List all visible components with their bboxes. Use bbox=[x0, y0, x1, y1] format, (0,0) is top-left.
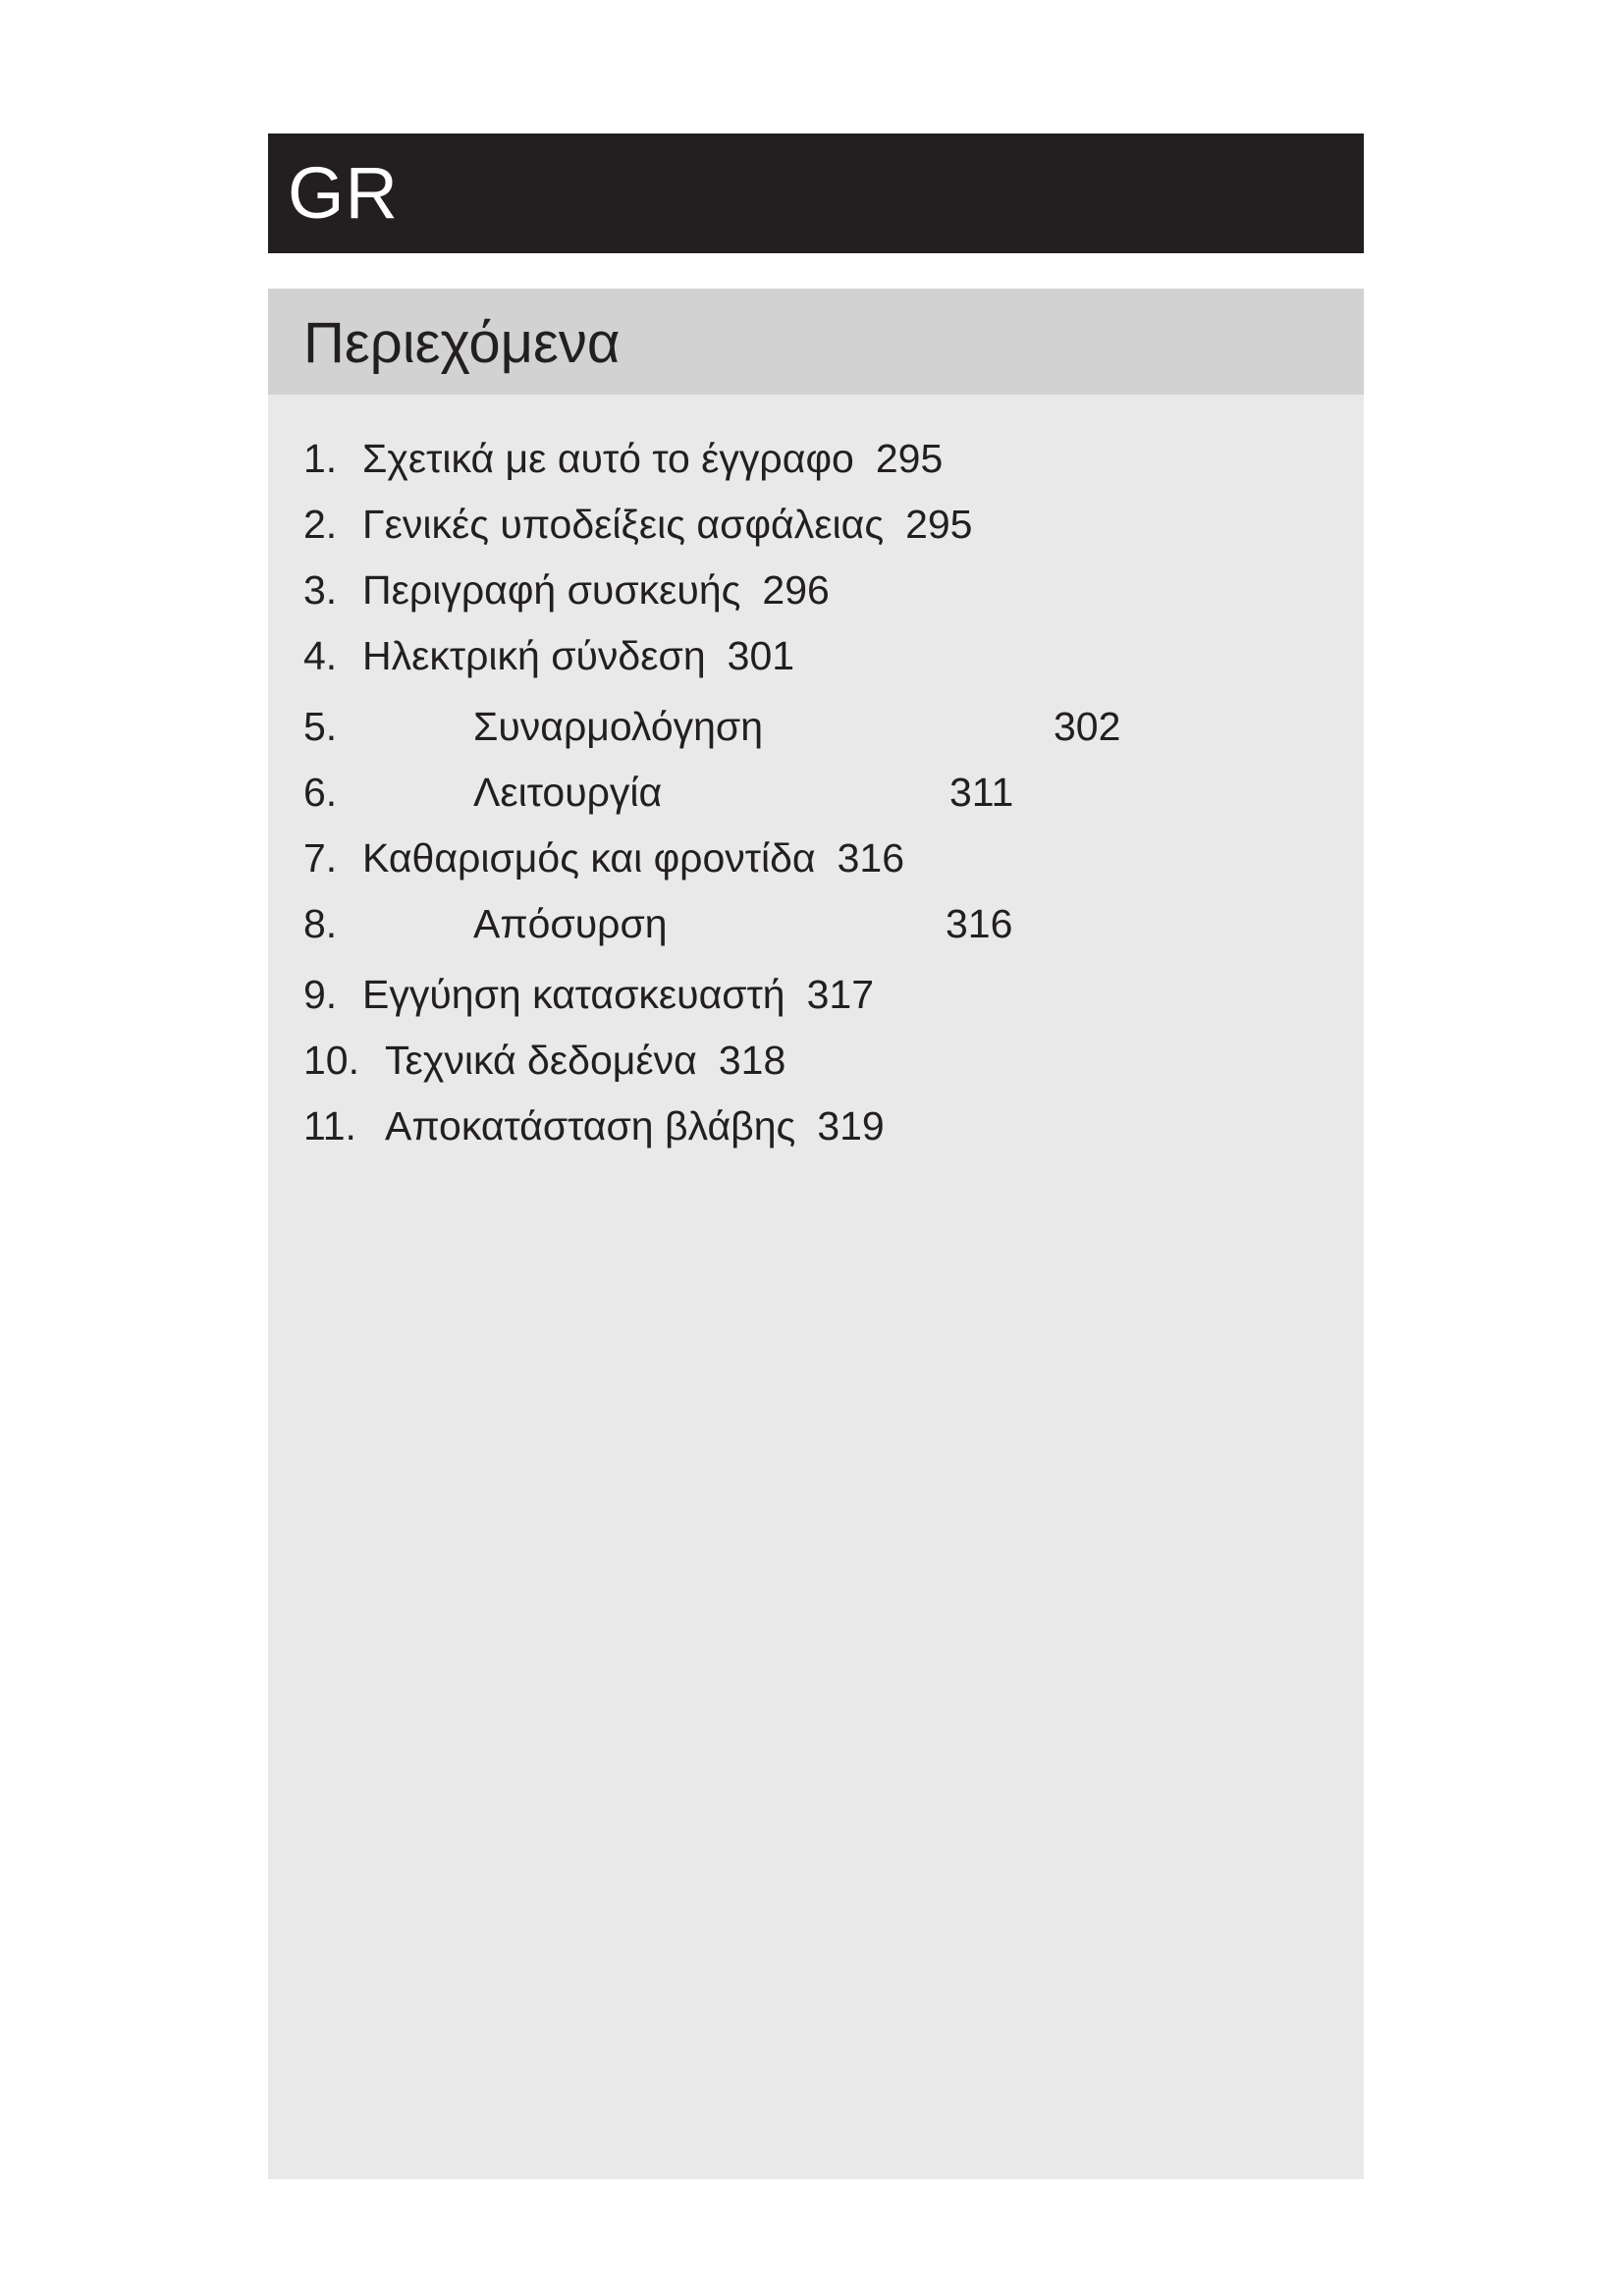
toc-title: Περιεχόμενα bbox=[303, 311, 621, 375]
toc-entry[interactable] bbox=[303, 826, 1344, 891]
toc-entry-page: 311 bbox=[949, 770, 1014, 815]
language-header-bar bbox=[268, 133, 1364, 253]
toc-entry-label: Σχετικά με αυτό το έγγραφο bbox=[362, 436, 854, 481]
toc-entry-page: 319 bbox=[817, 1103, 885, 1148]
toc-entry-page: 296 bbox=[762, 567, 830, 613]
toc-entry-number: 7. bbox=[303, 835, 338, 881]
toc-entry-number: 9. bbox=[303, 972, 338, 1017]
toc-entry[interactable] bbox=[303, 623, 1344, 689]
toc-entry[interactable] bbox=[303, 492, 1344, 558]
toc-entry[interactable] bbox=[303, 426, 1344, 492]
table-of-contents-panel bbox=[268, 289, 1364, 2179]
toc-entry-page: 318 bbox=[718, 1038, 786, 1083]
toc-entry-number: 8. bbox=[303, 901, 338, 946]
toc-entry-page: 295 bbox=[905, 502, 973, 547]
toc-entry-number: 5. bbox=[303, 704, 338, 749]
toc-entry-label: Ηλεκτρική σύνδεση bbox=[362, 633, 706, 678]
toc-entry-label: Περιγραφή συσκευής bbox=[362, 567, 741, 613]
toc-entry-number: 10. bbox=[303, 1038, 359, 1083]
toc-entry-number: 2. bbox=[303, 502, 338, 547]
toc-entry[interactable] bbox=[303, 962, 1344, 1028]
toc-entry-number: 1. bbox=[303, 436, 338, 481]
toc-entry-label: Τεχνικά δεδομένα bbox=[385, 1038, 697, 1083]
toc-entry-number: 3. bbox=[303, 567, 338, 613]
toc-entry-page: 316 bbox=[837, 835, 905, 881]
toc-entry-label: Αποκατάσταση βλάβης bbox=[385, 1103, 796, 1148]
toc-entry[interactable] bbox=[303, 891, 1344, 957]
toc-entry-label: Γενικές υποδείξεις ασφάλειας bbox=[362, 502, 885, 547]
toc-entry-label: Απόσυρση bbox=[473, 901, 668, 946]
toc-entry-page: 295 bbox=[875, 436, 944, 481]
toc-entry[interactable] bbox=[303, 694, 1344, 760]
toc-entry-page: 301 bbox=[727, 633, 795, 678]
toc-entry[interactable] bbox=[303, 558, 1344, 623]
toc-header bbox=[268, 289, 1364, 395]
toc-entry-label: Λειτουργία bbox=[473, 770, 663, 815]
toc-entry-label: Καθαρισμός και φροντίδα bbox=[362, 835, 816, 881]
toc-entry[interactable] bbox=[303, 760, 1344, 826]
toc-list bbox=[303, 426, 1344, 1159]
toc-entry-page: 317 bbox=[806, 972, 875, 1017]
toc-entry-number: 11. bbox=[303, 1103, 356, 1148]
toc-entry-number: 6. bbox=[303, 770, 338, 815]
toc-entry[interactable] bbox=[303, 1028, 1344, 1094]
toc-entry-label: Εγγύηση κατασκευαστή bbox=[362, 972, 785, 1017]
language-code: GR bbox=[288, 152, 399, 234]
toc-entry-page: 302 bbox=[1054, 704, 1121, 749]
toc-entry-number: 4. bbox=[303, 633, 338, 678]
toc-entry-page: 316 bbox=[946, 901, 1013, 946]
toc-entry[interactable] bbox=[303, 1094, 1344, 1159]
toc-entry-label: Συναρμολόγηση bbox=[473, 704, 764, 749]
